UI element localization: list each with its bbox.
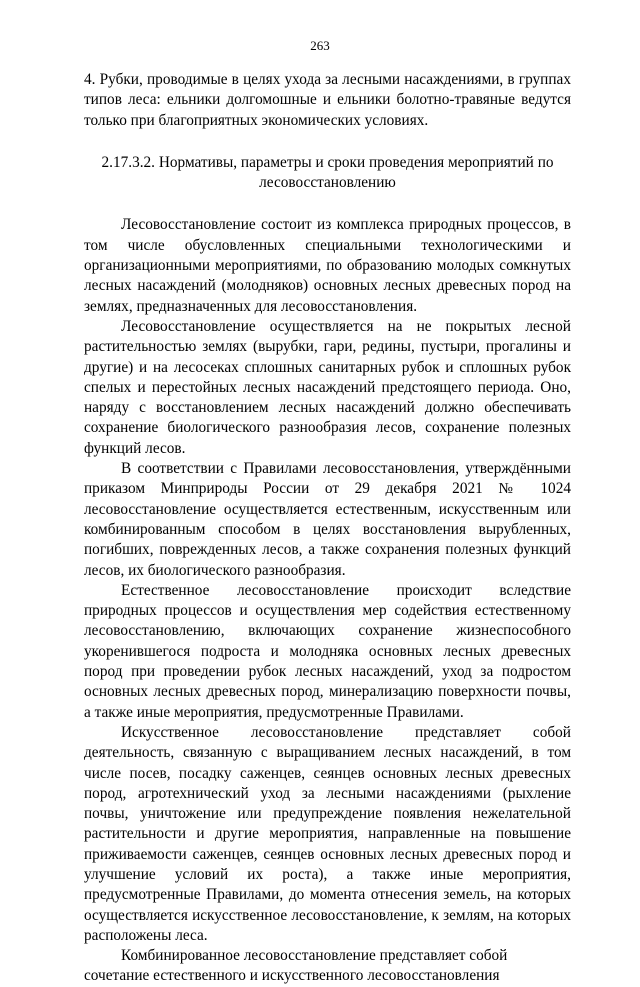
- section-heading: [84, 153, 571, 194]
- paragraph-combined: Комбинированное лесовосстановление представляет собой сочетание естественного и искусственного лесовосстановления: [84, 947, 508, 985]
- paragraph-locations: Лесовосстановление осуществляется на не покрытых лесной растительностью землях (вырубки, гари, редины, пустыри, прогалины и другие) и на лесосеках сплошных санитарных рубок и сплошных рубок спелых и перестойных лесных насаждений предстоящего периода. Оно, наряду с восстановлением лесных насаждений должно обеспечивать сохранение биологического разнообразия лесов, сохранение полезных функций лесов.: [84, 317, 571, 457]
- paragraph-natural: Естественное лесовосстановление происходит вследствие природных процессов и осуществления мер содействия естественному лесовосстановлению, включающих сохранение жизнеспособного укоренившегося подроста и молодняка основных лесных древесных пород при проведении рубок лесных насаждений, уход за подростом основных лесных древесных пород, минерализацию поверхности почвы, а также иные мероприятия, предусмотренные Правилами.: [84, 581, 571, 721]
- page-content: [84, 70, 571, 987]
- paragraph-composition: Лесовосстановление состоит из комплекса природных процессов, в том числе обусловленных специальными технологическими и организационными мероприятиями, по образованию молодых сомкнутых лесных насаждений (молодняков) основных лесных древесных пород на землях, предназначенных для лесовосстановления.: [84, 216, 571, 315]
- page-number: 263: [310, 38, 330, 53]
- intro-paragraph: 4. Рубки, проводимые в целях ухода за лесными насаждениями, в группах типов леса: ельники долгомошные и ельники болотно-травяные ведутся только при благоприятных экономических условиях.: [84, 71, 571, 129]
- paragraph-rules: В соответствии с Правилами лесовосстановления, утверждёнными приказом Минприроды России от 29 декабря 2021 № 1024 лесовосстановление осуществляется естественным, искусственным или комбинированным способом в целях восстановления вырубленных, погибших, поврежденных лесов, а также сохранения полезных функций лесов, их биологического разнообразия.: [84, 460, 571, 579]
- section-heading-line-2: лесовосстановлению: [259, 174, 396, 192]
- paragraph-artificial: Искусственное лесовосстановление представляет собой деятельность, связанную с выращиванием лесных насаждений, в том числе посев, посадку саженцев, сеянцев основных лесных древесных пород, агротехнический уход за лесными насаждениями (рыхление почвы, уничтожение или предупреждение появления нежелательной растительности и другие мероприятия, направленные на повышение приживаемости саженцев, сеянцев основных лесных древесных пород и улучшение условий их роста), а также иные мероприятия, предусмотренные Правилами, до момента отнесения земель, на которых осуществляется искусственное лесовосстановление, к землям, на которых расположены леса.: [84, 723, 571, 944]
- section-heading-line-1: 2.17.3.2. Нормативы, параметры и сроки проведения мероприятий по: [101, 153, 554, 171]
